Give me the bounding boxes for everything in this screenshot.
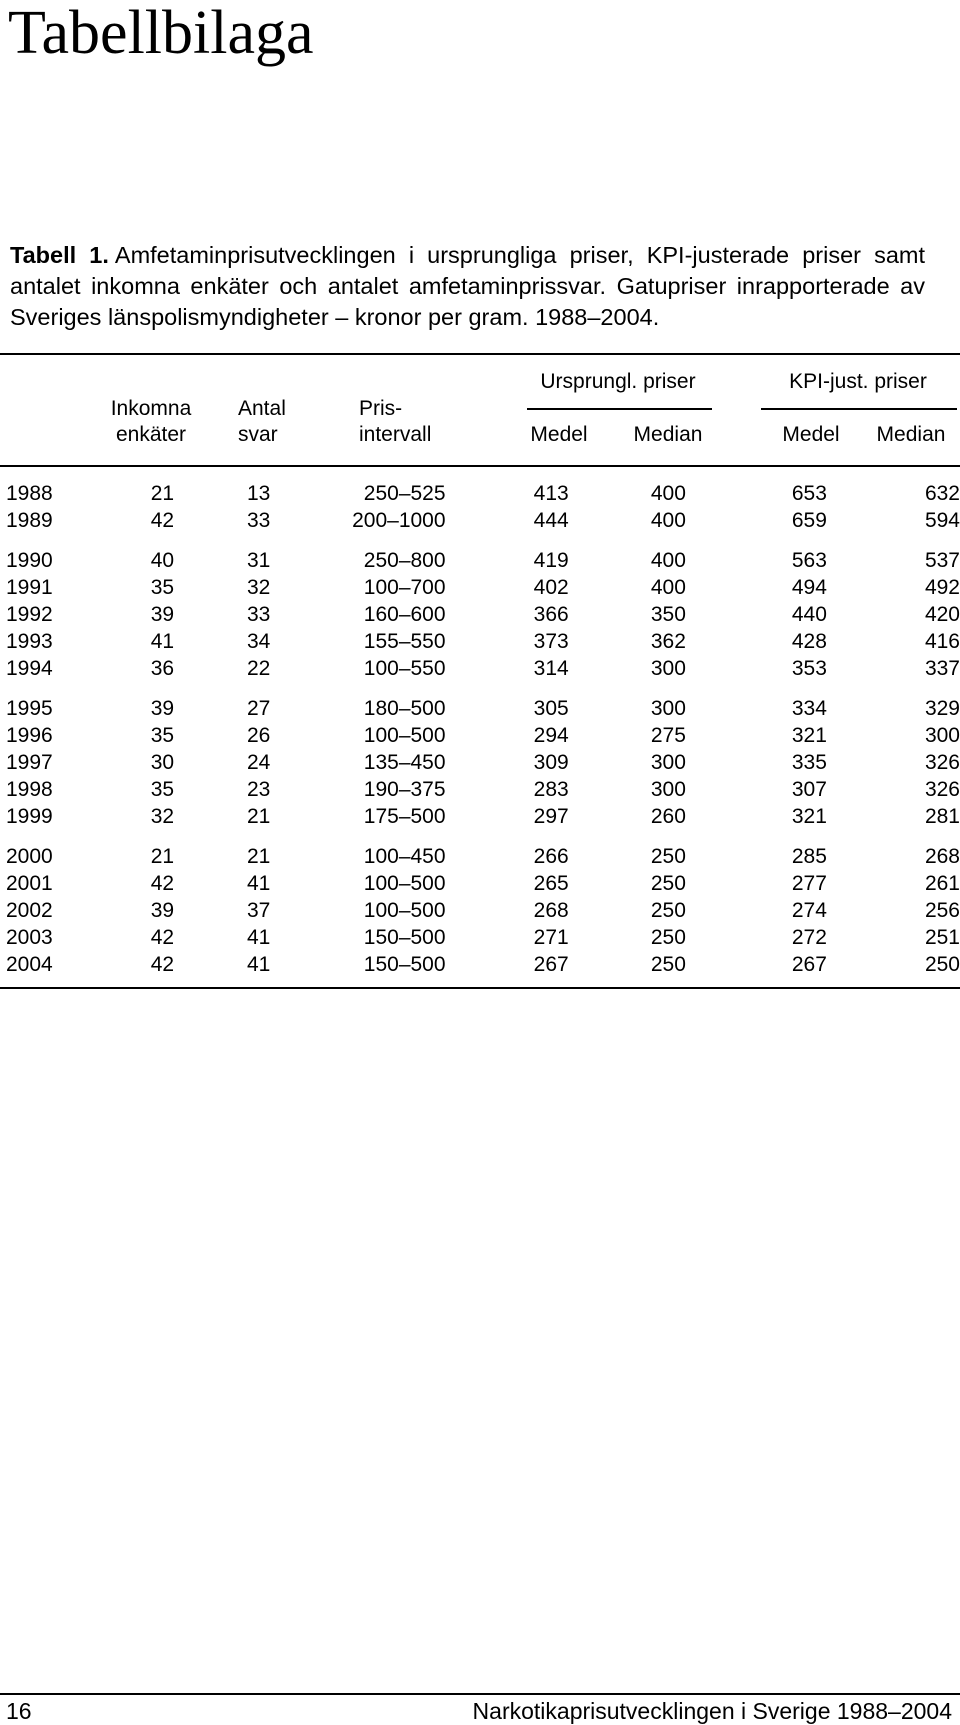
cell-medel-kpi: 335 xyxy=(791,751,827,774)
cell-year: 2000 xyxy=(6,845,53,868)
cell-prisintervall: 150–500 xyxy=(363,926,446,949)
table-row xyxy=(0,870,960,897)
cell-inkomna-enkater: 41 xyxy=(150,630,175,653)
col-header-pris-1: Pris- xyxy=(359,397,403,420)
cell-antal-svar: 22 xyxy=(246,657,271,680)
group-header-kpi: KPI-just. priser xyxy=(789,370,927,393)
cell-medel-kpi: 274 xyxy=(791,899,827,922)
cell-inkomna-enkater: 42 xyxy=(150,926,175,949)
cell-antal-svar: 41 xyxy=(246,953,271,976)
cell-year: 1998 xyxy=(6,778,53,801)
cell-prisintervall: 100–450 xyxy=(363,845,446,868)
col-header-medel-orig: Medel xyxy=(530,423,588,446)
cell-inkomna-enkater: 35 xyxy=(150,724,175,747)
cell-median-ursprungl: 260 xyxy=(650,805,686,828)
cell-antal-svar: 27 xyxy=(246,697,271,720)
cell-medel-kpi: 563 xyxy=(791,549,827,572)
table-row xyxy=(0,574,960,601)
cell-medel-ursprungl: 366 xyxy=(533,603,569,626)
page-number: 16 xyxy=(6,1698,32,1724)
cell-medel-kpi: 321 xyxy=(791,724,827,747)
table-row xyxy=(0,951,960,978)
col-header-inkomna-1: Inkomna xyxy=(110,397,192,420)
cell-medel-ursprungl: 271 xyxy=(533,926,569,949)
cell-medel-kpi: 321 xyxy=(791,805,827,828)
price-table xyxy=(0,480,960,978)
cell-median-kpi: 632 xyxy=(924,482,960,505)
cell-median-ursprungl: 250 xyxy=(650,845,686,868)
cell-median-ursprungl: 250 xyxy=(650,872,686,895)
cell-inkomna-enkater: 39 xyxy=(150,899,175,922)
cell-prisintervall: 190–375 xyxy=(363,778,446,801)
cell-median-kpi: 420 xyxy=(924,603,960,626)
cell-year: 1999 xyxy=(6,805,53,828)
cell-inkomna-enkater: 35 xyxy=(150,778,175,801)
cell-median-kpi: 329 xyxy=(924,697,960,720)
col-header-antal-2: svar xyxy=(238,423,278,446)
cell-year: 1989 xyxy=(6,509,53,532)
cell-prisintervall: 200–1000 xyxy=(352,509,446,532)
cell-median-ursprungl: 250 xyxy=(650,926,686,949)
cell-year: 1991 xyxy=(6,576,53,599)
cell-medel-ursprungl: 268 xyxy=(533,899,569,922)
cell-medel-kpi: 285 xyxy=(791,845,827,868)
cell-antal-svar: 33 xyxy=(246,509,271,532)
cell-prisintervall: 100–500 xyxy=(363,872,446,895)
cell-antal-svar: 41 xyxy=(246,872,271,895)
table-row xyxy=(0,534,960,574)
cell-median-kpi: 326 xyxy=(924,778,960,801)
cell-inkomna-enkater: 35 xyxy=(150,576,175,599)
cell-medel-ursprungl: 305 xyxy=(533,697,569,720)
col-header-pris-2: intervall xyxy=(359,423,432,446)
table-row xyxy=(0,682,960,722)
cell-median-ursprungl: 300 xyxy=(650,778,686,801)
cell-inkomna-enkater: 39 xyxy=(150,697,175,720)
page-title: Tabellbilaga xyxy=(8,0,314,67)
cell-median-ursprungl: 400 xyxy=(650,576,686,599)
cell-medel-kpi: 334 xyxy=(791,697,827,720)
cell-inkomna-enkater: 42 xyxy=(150,953,175,976)
cell-median-ursprungl: 400 xyxy=(650,509,686,532)
table-row xyxy=(0,924,960,951)
cell-medel-ursprungl: 294 xyxy=(533,724,569,747)
cell-inkomna-enkater: 42 xyxy=(150,509,175,532)
cell-year: 1988 xyxy=(6,482,53,505)
cell-medel-kpi: 353 xyxy=(791,657,827,680)
cell-year: 2001 xyxy=(6,872,53,895)
cell-median-ursprungl: 300 xyxy=(650,697,686,720)
cell-antal-svar: 32 xyxy=(246,576,271,599)
cell-median-ursprungl: 275 xyxy=(650,724,686,747)
cell-median-kpi: 416 xyxy=(924,630,960,653)
cell-prisintervall: 175–500 xyxy=(363,805,446,828)
cell-median-ursprungl: 400 xyxy=(650,482,686,505)
table-header-rule xyxy=(0,465,960,467)
cell-prisintervall: 100–500 xyxy=(363,899,446,922)
col-header-inkomna-2: enkäter xyxy=(115,423,187,446)
cell-antal-svar: 21 xyxy=(246,805,271,828)
cell-medel-ursprungl: 309 xyxy=(533,751,569,774)
cell-prisintervall: 180–500 xyxy=(363,697,446,720)
col-header-median-kpi: Median xyxy=(876,423,946,446)
cell-inkomna-enkater: 32 xyxy=(150,805,175,828)
cell-median-kpi: 300 xyxy=(924,724,960,747)
table-row xyxy=(0,776,960,803)
cell-inkomna-enkater: 42 xyxy=(150,872,175,895)
footer-rule xyxy=(0,1693,960,1695)
cell-inkomna-enkater: 30 xyxy=(150,751,175,774)
cell-median-ursprungl: 400 xyxy=(650,549,686,572)
cell-year: 1994 xyxy=(6,657,53,680)
cell-median-kpi: 261 xyxy=(924,872,960,895)
cell-inkomna-enkater: 40 xyxy=(150,549,175,572)
table-row xyxy=(0,507,960,534)
cell-median-ursprungl: 250 xyxy=(650,899,686,922)
cell-medel-kpi: 307 xyxy=(791,778,827,801)
col-header-medel-kpi: Medel xyxy=(782,423,840,446)
cell-medel-ursprungl: 283 xyxy=(533,778,569,801)
table-top-rule xyxy=(0,353,960,355)
table-row xyxy=(0,803,960,830)
cell-prisintervall: 100–500 xyxy=(363,724,446,747)
group-underline-original xyxy=(527,408,712,410)
cell-median-ursprungl: 350 xyxy=(650,603,686,626)
cell-medel-ursprungl: 402 xyxy=(533,576,569,599)
cell-median-kpi: 251 xyxy=(924,926,960,949)
cell-antal-svar: 31 xyxy=(246,549,271,572)
cell-inkomna-enkater: 39 xyxy=(150,603,175,626)
cell-inkomna-enkater: 36 xyxy=(150,657,175,680)
table-row xyxy=(0,722,960,749)
table-row xyxy=(0,655,960,682)
cell-medel-ursprungl: 267 xyxy=(533,953,569,976)
cell-inkomna-enkater: 21 xyxy=(150,845,175,868)
cell-year: 1993 xyxy=(6,630,53,653)
cell-medel-kpi: 428 xyxy=(791,630,827,653)
cell-medel-ursprungl: 297 xyxy=(533,805,569,828)
group-underline-kpi xyxy=(761,408,957,410)
cell-prisintervall: 250–525 xyxy=(363,482,446,505)
publication-title: Narkotikaprisutvecklingen i Sverige 1988–2004 xyxy=(472,1698,952,1724)
cell-year: 1997 xyxy=(6,751,53,774)
cell-median-kpi: 268 xyxy=(924,845,960,868)
cell-medel-kpi: 494 xyxy=(791,576,827,599)
cell-antal-svar: 26 xyxy=(246,724,271,747)
table-bottom-rule xyxy=(0,987,960,989)
cell-medel-kpi: 653 xyxy=(791,482,827,505)
cell-year: 2004 xyxy=(6,953,53,976)
table-row xyxy=(0,897,960,924)
cell-prisintervall: 150–500 xyxy=(363,953,446,976)
cell-medel-ursprungl: 265 xyxy=(533,872,569,895)
cell-medel-kpi: 272 xyxy=(791,926,827,949)
cell-medel-kpi: 659 xyxy=(791,509,827,532)
cell-year: 1995 xyxy=(6,697,53,720)
caption-text: Amfetaminprisutvecklingen i ursprungliga priser, KPI-justerade priser samt antalet inkomna enkäter och antalet amfetaminprissvar. Gatupriser inrapporterade av Sveriges länspolismyndigheter – kronor per gram. 1988–2004. xyxy=(10,242,925,330)
col-header-median-orig: Median xyxy=(633,423,703,446)
cell-median-ursprungl: 250 xyxy=(650,953,686,976)
cell-medel-ursprungl: 419 xyxy=(533,549,569,572)
cell-prisintervall: 250–800 xyxy=(363,549,446,572)
cell-medel-ursprungl: 444 xyxy=(533,509,569,532)
table-row xyxy=(0,749,960,776)
cell-median-kpi: 326 xyxy=(924,751,960,774)
table-row xyxy=(0,628,960,655)
cell-medel-ursprungl: 266 xyxy=(533,845,569,868)
group-header-original: Ursprungl. priser xyxy=(540,370,696,393)
cell-antal-svar: 33 xyxy=(246,603,271,626)
cell-medel-ursprungl: 413 xyxy=(533,482,569,505)
cell-medel-kpi: 440 xyxy=(791,603,827,626)
caption-label: Tabell 1. xyxy=(10,242,109,268)
cell-antal-svar: 21 xyxy=(246,845,271,868)
cell-medel-kpi: 277 xyxy=(791,872,827,895)
table-row xyxy=(0,480,960,507)
cell-medel-ursprungl: 314 xyxy=(533,657,569,680)
cell-median-kpi: 537 xyxy=(924,549,960,572)
table-caption xyxy=(10,240,925,333)
cell-antal-svar: 13 xyxy=(246,482,271,505)
cell-median-ursprungl: 300 xyxy=(650,657,686,680)
table-row xyxy=(0,830,960,870)
cell-median-ursprungl: 300 xyxy=(650,751,686,774)
cell-median-kpi: 337 xyxy=(924,657,960,680)
cell-year: 2002 xyxy=(6,899,53,922)
cell-median-kpi: 492 xyxy=(924,576,960,599)
cell-median-kpi: 250 xyxy=(924,953,960,976)
cell-prisintervall: 100–550 xyxy=(363,657,446,680)
cell-antal-svar: 23 xyxy=(246,778,271,801)
cell-antal-svar: 24 xyxy=(246,751,271,774)
cell-median-kpi: 281 xyxy=(924,805,960,828)
cell-medel-ursprungl: 373 xyxy=(533,630,569,653)
cell-prisintervall: 155–550 xyxy=(363,630,446,653)
cell-year: 2003 xyxy=(6,926,53,949)
cell-prisintervall: 160–600 xyxy=(363,603,446,626)
cell-year: 1990 xyxy=(6,549,53,572)
col-header-antal-1: Antal xyxy=(238,397,286,420)
cell-year: 1992 xyxy=(6,603,53,626)
cell-year: 1996 xyxy=(6,724,53,747)
cell-prisintervall: 100–700 xyxy=(363,576,446,599)
cell-antal-svar: 37 xyxy=(246,899,271,922)
cell-antal-svar: 34 xyxy=(246,630,271,653)
cell-antal-svar: 41 xyxy=(246,926,271,949)
table-row xyxy=(0,601,960,628)
cell-median-kpi: 256 xyxy=(924,899,960,922)
cell-median-ursprungl: 362 xyxy=(650,630,686,653)
cell-median-kpi: 594 xyxy=(924,509,960,532)
cell-medel-kpi: 267 xyxy=(791,953,827,976)
cell-prisintervall: 135–450 xyxy=(363,751,446,774)
cell-inkomna-enkater: 21 xyxy=(150,482,175,505)
